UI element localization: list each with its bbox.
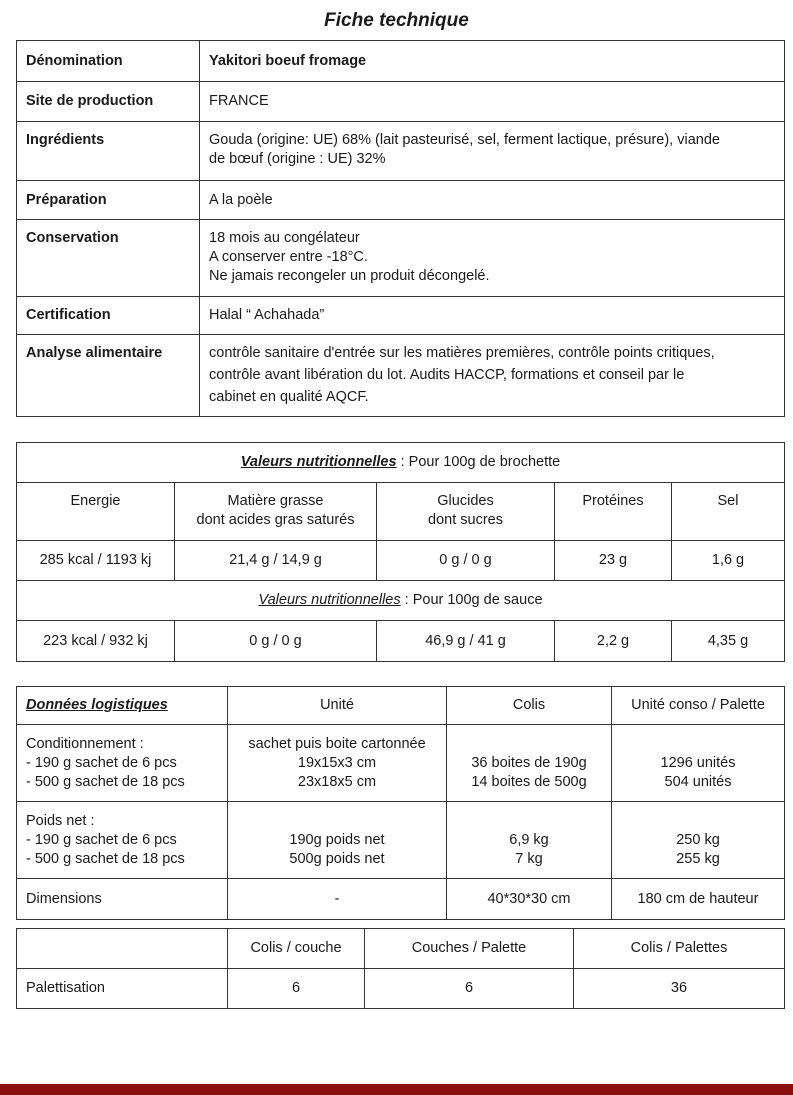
header-sel: Sel — [672, 483, 785, 541]
header-proteines: Protéines — [555, 483, 672, 541]
poids-palette: 250 kg 255 kg — [612, 802, 785, 879]
palettisation-header-couches-palette: Couches / Palette — [365, 929, 574, 969]
poids-colis: 6,9 kg 7 kg — [447, 802, 612, 879]
palettisation-colis-couche: 6 — [228, 969, 365, 1009]
certification-label: Certification — [17, 297, 200, 335]
site-production-label: Site de production — [17, 82, 200, 122]
sauce-proteines: 2,2 g — [555, 621, 672, 662]
dimensions-label: Dimensions — [17, 879, 228, 920]
nutrition-brochette-heading: Valeurs nutritionnelles : Pour 100g de brochette — [17, 443, 785, 483]
footer-bar — [0, 1084, 793, 1095]
conditionnement-label: Conditionnement : - 190 g sachet de 6 pcs - 500 g sachet de 18 pcs — [17, 725, 228, 802]
preparation-label: Préparation — [17, 181, 200, 220]
sauce-sel: 4,35 g — [672, 621, 785, 662]
brochette-glucides: 0 g / 0 g — [377, 541, 555, 581]
header-energie: Energie — [17, 483, 175, 541]
conditionnement-unite: sachet puis boite cartonnée 19x15x3 cm 23x18x5 cm — [228, 725, 447, 802]
header-matiere-grasse: Matière grasse dont acides gras saturés — [175, 483, 377, 541]
product-info-table — [16, 40, 785, 417]
palettisation-header-colis-couche: Colis / couche — [228, 929, 365, 969]
ingredients-label: Ingrédients — [17, 122, 200, 181]
conditionnement-colis: 36 boites de 190g 14 boites de 500g — [447, 725, 612, 802]
logistics-header-unite: Unité — [228, 687, 447, 725]
sauce-energie: 223 kcal / 932 kj — [17, 621, 175, 662]
palettisation-header-colis-palettes: Colis / Palettes — [574, 929, 785, 969]
header-glucides: Glucides dont sucres — [377, 483, 555, 541]
preparation-value: A la poèle — [200, 181, 785, 220]
logistics-table — [16, 686, 785, 920]
logistics-header-colis: Colis — [447, 687, 612, 725]
brochette-energie: 285 kcal / 1193 kj — [17, 541, 175, 581]
page-title: Fiche technique — [324, 10, 469, 31]
brochette-proteines: 23 g — [555, 541, 672, 581]
dimensions-unite: - — [228, 879, 447, 920]
site-production-value: FRANCE — [200, 82, 785, 122]
nutrition-table — [16, 442, 785, 662]
denomination-label: Dénomination — [17, 41, 200, 82]
nutrition-sauce-heading: Valeurs nutritionnelles : Pour 100g de sauce — [17, 581, 785, 621]
conservation-label: Conservation — [17, 220, 200, 297]
palettisation-colis-palettes: 36 — [574, 969, 785, 1009]
analyse-value: contrôle sanitaire d'entrée sur les matières premières, contrôle points critiques, contrôle avant libération du lot. Audits HACCP, formations et conseil par le cabinet en qualité AQCF. — [200, 335, 785, 417]
palettisation-empty-header — [17, 929, 228, 969]
sauce-glucides: 46,9 g / 41 g — [377, 621, 555, 662]
denomination-value: Yakitori boeuf fromage — [200, 41, 785, 82]
conditionnement-palette: 1296 unités 504 unités — [612, 725, 785, 802]
sauce-matiere-grasse: 0 g / 0 g — [175, 621, 377, 662]
dimensions-palette: 180 cm de hauteur — [612, 879, 785, 920]
palettisation-couches-palette: 6 — [365, 969, 574, 1009]
conservation-value: 18 mois au congélateur A conserver entre -18°C. Ne jamais recongeler un produit décongelé. — [200, 220, 785, 297]
palettisation-label: Palettisation — [17, 969, 228, 1009]
ingredients-value: Gouda (origine: UE) 68% (lait pasteurisé, sel, ferment lactique, présure), viande de bœuf (origine : UE) 32% — [200, 122, 785, 181]
analyse-label: Analyse alimentaire — [17, 335, 200, 417]
dimensions-colis: 40*30*30 cm — [447, 879, 612, 920]
brochette-matiere-grasse: 21,4 g / 14,9 g — [175, 541, 377, 581]
brochette-sel: 1,6 g — [672, 541, 785, 581]
poids-label: Poids net : - 190 g sachet de 6 pcs - 500 g sachet de 18 pcs — [17, 802, 228, 879]
certification-value: Halal “ Achahada” — [200, 297, 785, 335]
logistics-header-palette: Unité conso / Palette — [612, 687, 785, 725]
logistics-title: Données logistiques — [17, 687, 228, 725]
poids-unite: 190g poids net 500g poids net — [228, 802, 447, 879]
palettisation-table — [16, 928, 785, 1009]
